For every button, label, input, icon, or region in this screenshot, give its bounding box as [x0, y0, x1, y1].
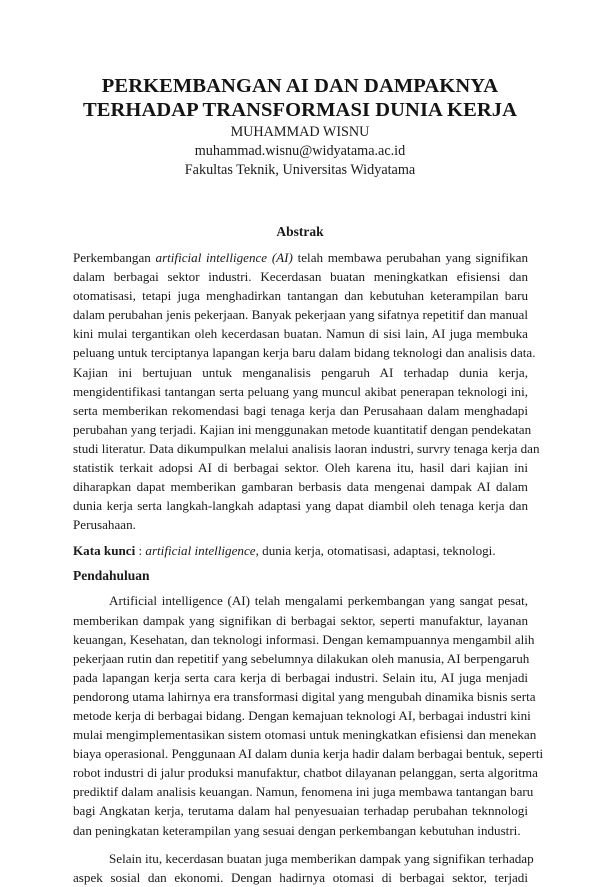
- author-affiliation: Fakultas Teknik, Universitas Widyatama: [184, 162, 416, 178]
- abstract-line: dunia kerja serta langkah-langkah adaptasi yang dapat diambil oleh tenaga kerja dan: [73, 498, 528, 514]
- keywords: [73, 541, 528, 560]
- title-line-1: PERKEMBANGAN AI DAN DAMPAKNYA: [101, 75, 499, 97]
- paragraph-line: pada lapangan kerja serta cara kerja di berbagai industri. Selain itu, AI juga menjadi: [73, 669, 528, 685]
- abstract-line: peluang untuk terciptanya lapangan kerja baru dalam bidang teknologi dan analisis data.: [73, 345, 536, 361]
- paragraph-line: memberikan dampak yang signifikan di berbagai sektor, seperti manufaktur, layanan: [73, 612, 528, 628]
- introduction-heading: Pendahuluan: [73, 568, 150, 584]
- abstract-line: diharapkan dapat memberikan gambaran berbasis data mengenai dampak AI dalam: [73, 479, 528, 495]
- abstract-line1-post: telah membawa perubahan yang signifikan: [292, 250, 528, 265]
- keywords-separator: :: [135, 543, 146, 559]
- paragraph-line: pekerjaan rutin dan repetitif yang sebelumnya dilakukan oleh manusia, AI berpengaruh: [73, 650, 530, 666]
- abstract-body: [73, 248, 540, 534]
- author-email: muhammad.wisnu@widyatama.ac.id: [194, 143, 406, 159]
- title-line-2: TERHADAP TRANSFORMASI DUNIA KERJA: [82, 99, 518, 121]
- paragraph-line: biaya operasional. Penggunaan AI dalam dunia kerja hadir dalam berbagai bentuk, seperti: [73, 746, 544, 762]
- abstract-line: statistik terkait adopsi AI di berbagai sektor. Oleh karena itu, hasil dari kajian ini: [73, 460, 528, 476]
- abstract-line: mengidentifikasi tantangan serta peluang yang muncul akibat penerapan teknologi ini,: [73, 383, 528, 399]
- paragraph-line: dan peningkatan keterampilan yang sesuai dengan perkembangan kebutuhan industri.: [73, 822, 521, 838]
- abstract-line: otomatisasi, tetapi juga menghadirkan tantangan dan kebutuhan keterampilan baru: [73, 288, 528, 304]
- paragraph-line: pendorong utama lahirnya era transformasi digital yang mengubah dinamika bisnis serta: [73, 688, 536, 704]
- paragraph-line: Selain itu, kecerdasan buatan juga memberikan dampak yang signifikan terhadap: [109, 850, 534, 866]
- abstract-line: dalam berbagai sektor industri. Kecerdasan buatan meningkatkan efisiensi dan: [73, 269, 528, 285]
- paragraph-line: robot industri di jalur produksi manufaktur, chatbot dilayanan pelanggan, serta algoritma: [73, 765, 538, 781]
- abstract-line: serta memberikan rekomendasi bagi tenaga kerja dan Perusahaan dalam menghadapi: [73, 402, 528, 418]
- author-name: MUHAMMAD WISNU: [230, 124, 370, 140]
- abstract-heading: Abstrak: [276, 224, 324, 239]
- keywords-italic-term: artificial intelligence: [145, 543, 256, 559]
- paragraph-line: aspek sosial dan ekonomi. Dengan hadirnya otomasi di berbagai sektor, terjadi: [73, 869, 528, 885]
- abstract-line: [73, 248, 528, 267]
- keywords-rest: , dunia kerja, otomatisasi, adaptasi, teknologi.: [255, 543, 496, 559]
- paragraph-line: keuangan, Kesehatan, dan teknologi informasi. Dengan kemampuannya mengambil alih: [73, 631, 535, 647]
- abstract-line1-pre: Perkembangan: [73, 250, 156, 265]
- abstract-line: studi literatur. Data dikumpulkan melalui analisis laoran industri, survry tenaga kerja dan: [73, 440, 540, 456]
- abstract-italic-term: artificial intelligence (AI): [155, 250, 293, 265]
- paragraph-line: prediktif dalam analisis keuangan. Namun, fenomena ini juga membawa tantangan baru: [73, 784, 534, 800]
- paragraph-line: Artificial intelligence (AI) telah mengalami perkembangan yang sangat pesat,: [109, 593, 528, 609]
- abstract-line: kini mulai tergantikan oleh kecerdasan buatan. Namun di sisi lain, AI juga membuka: [73, 326, 528, 342]
- introduction-paragraph-2: [73, 849, 534, 887]
- paper-title: [60, 74, 540, 122]
- abstract-line: perubahan yang terjadi. Kajian ini menggunakan metode kuantitatif dengan pendekatan: [73, 421, 532, 437]
- paragraph-line: metode kerja di berbagai bidang. Dengan kemajuan teknologi AI, berbagai industri kini: [73, 707, 531, 723]
- introduction-paragraph-1: [73, 591, 544, 839]
- abstract-line: Kajian ini bertujuan untuk menganalisis pengaruh AI terhadap dunia kerja,: [73, 364, 528, 380]
- paragraph-line: bagi Angkatan kerja, terutama dalam hal penyesuaian terhadap perubahan teknnologi: [73, 803, 528, 819]
- abstract-line: dalam perubahan jenis pekerjaan. Banyak pekerjaan yang sifatnya repetitif dan manual: [73, 307, 528, 323]
- keywords-label: Kata kunci: [73, 543, 136, 559]
- abstract-line: Perusahaan.: [73, 517, 136, 533]
- paragraph-line: mulai mengimplementasikan sistem otomasi untuk meningkatkan efisiensi dan menekan: [73, 727, 537, 743]
